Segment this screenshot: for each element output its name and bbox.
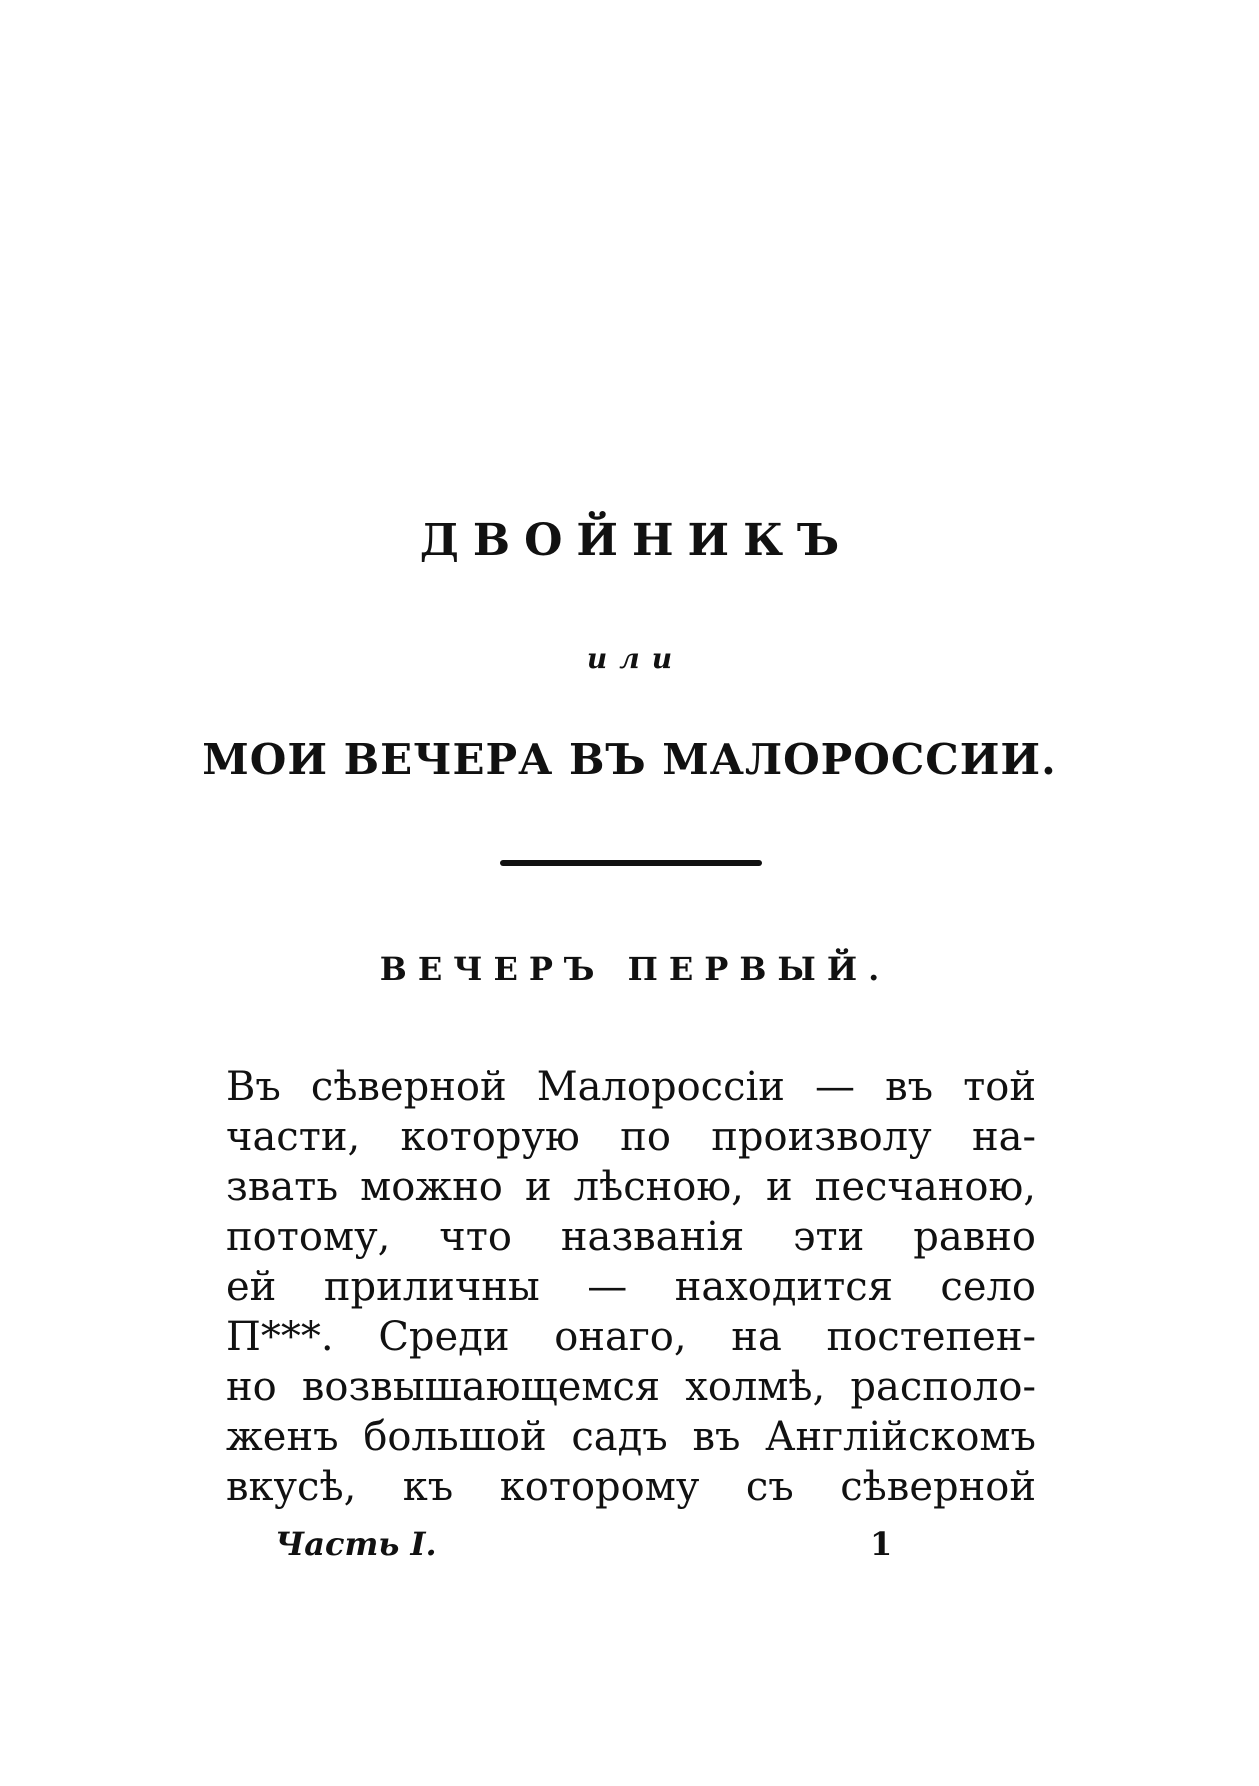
body-paragraph bbox=[226, 1062, 1036, 1512]
signature-mark: Часть I. bbox=[275, 1525, 437, 1563]
body-line: но возвышающемся холмѣ, располо- bbox=[226, 1364, 1036, 1410]
page-title: ДВОЙНИКЪ bbox=[419, 515, 854, 566]
chapter-heading: ВЕЧЕРЪ ПЕРВЫЙ. bbox=[379, 950, 891, 988]
body-line: П***. Среди онаго, на постепен- bbox=[226, 1314, 1036, 1360]
title-conjunction: или bbox=[586, 642, 685, 675]
title-divider-rule bbox=[500, 860, 762, 866]
body-line: части, которую по произволу на- bbox=[226, 1114, 1036, 1160]
body-line: звать можно и лѣсною, и песчаною, bbox=[226, 1164, 1036, 1210]
page-subtitle: МОИ ВЕЧЕРА ВЪ МАЛОРОССИИ. bbox=[202, 735, 1057, 784]
body-line: ей приличны — находится село bbox=[226, 1264, 1036, 1310]
sheet-number: 1 bbox=[870, 1525, 893, 1563]
body-line: женъ большой садъ въ Англійскомъ bbox=[226, 1414, 1036, 1460]
body-line: вкусѣ, къ которому съ сѣверной bbox=[226, 1464, 1036, 1510]
page-footer bbox=[0, 1525, 1259, 1575]
body-line: Въ сѣверной Малороссіи — въ той bbox=[226, 1064, 1036, 1110]
body-line: потому, что названія эти равно bbox=[226, 1214, 1036, 1260]
